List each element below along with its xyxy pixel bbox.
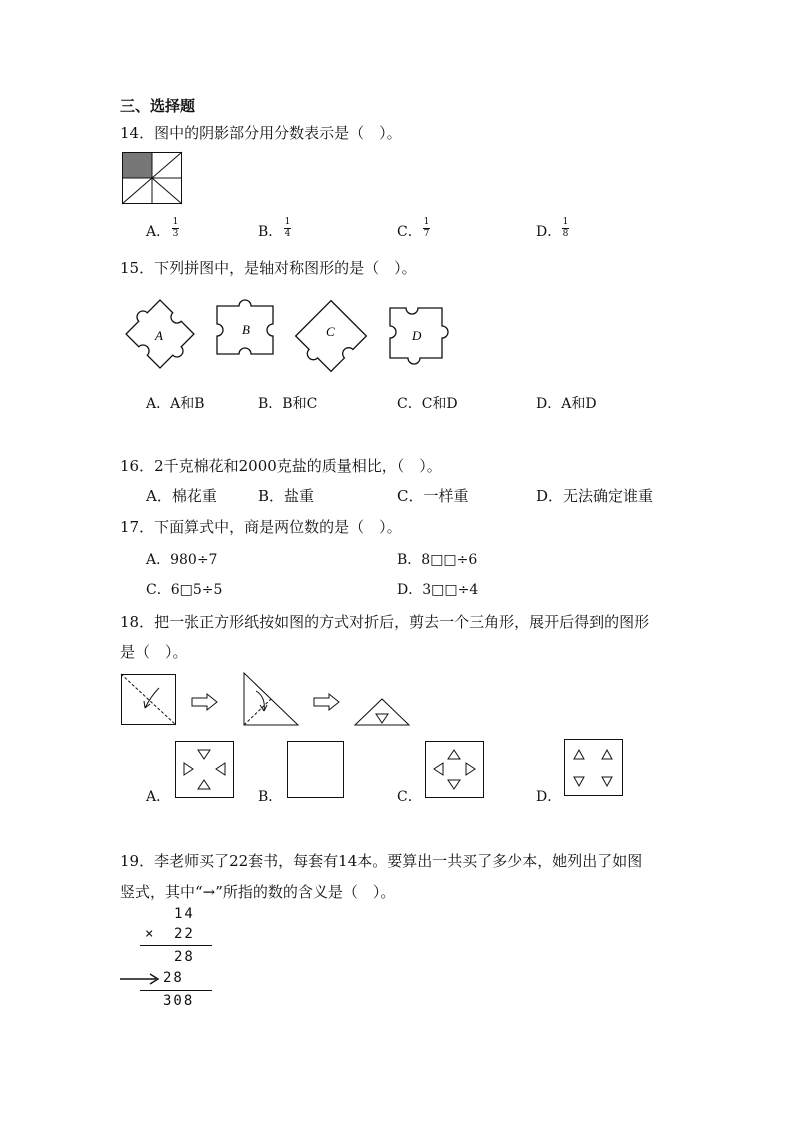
q17-option-b[interactable]: B．8□□÷6 — [397, 552, 478, 568]
calc-times-sign: × — [145, 926, 156, 942]
q14-option-d-fraction: 1 8 — [562, 217, 569, 239]
q15-option-c[interactable]: C．C和D — [397, 396, 458, 412]
calc-partial-product-2: 28 — [163, 970, 184, 986]
q18-option-b-label[interactable]: B． — [258, 789, 283, 805]
section-title: 三、选择题 — [120, 97, 196, 115]
q17-option-d[interactable]: D．3□□÷4 — [397, 582, 479, 598]
q14-option-c-fraction: 1 7 — [423, 217, 430, 239]
q14-option-a[interactable]: A． — [146, 224, 171, 240]
q15-option-b[interactable]: B．B和C — [258, 396, 318, 412]
question-14-text: 14．图中的阴影部分用分数表示是（ ）。 — [120, 124, 402, 142]
puzzle-label-d: D — [412, 328, 422, 343]
q16-option-c[interactable]: C．一样重 — [397, 487, 469, 505]
q18-option-c-label[interactable]: C． — [397, 789, 422, 805]
q14-option-c[interactable]: C． — [397, 224, 422, 240]
fold-step-cut — [354, 697, 410, 727]
q14-option-b[interactable]: B． — [258, 224, 283, 240]
q17-option-c[interactable]: C．6□5÷5 — [146, 582, 223, 598]
calc-partial-product-1: 28 — [174, 949, 195, 965]
question-19-line2: 竖式，其中“→”所指的数的含义是（ ）。 — [120, 883, 396, 901]
calc-line-1 — [140, 945, 212, 946]
q18-option-d-label[interactable]: D． — [536, 789, 562, 805]
q16-option-b[interactable]: B．盐重 — [258, 487, 315, 505]
calc-line-2 — [140, 990, 212, 991]
puzzle-piece-a — [120, 298, 202, 370]
q16-option-d[interactable]: D．无法确定谁重 — [536, 487, 654, 505]
puzzle-label-b: B — [242, 322, 250, 337]
q15-option-a[interactable]: A．A和B — [146, 396, 205, 412]
q18-option-a-figure[interactable] — [175, 741, 235, 799]
q18-option-c-figure[interactable] — [425, 741, 485, 799]
question-17-text: 17．下面算式中，商是两位数的是（ ）。 — [120, 518, 402, 536]
puzzle-label-a: A — [155, 328, 163, 343]
q18-option-b-figure[interactable] — [287, 741, 345, 799]
fold-arrow-1 — [191, 693, 219, 711]
q14-option-a-fraction: 1 3 — [172, 217, 179, 239]
question-15-text: 15．下列拼图中，是轴对称图形的是（ ）。 — [120, 259, 417, 277]
fold-step-square — [121, 674, 177, 726]
q17-option-a[interactable]: A．980÷7 — [146, 552, 218, 568]
q14-square-figure — [122, 152, 182, 204]
puzzle-label-c: C — [326, 324, 335, 339]
calc-multiplicand: 14 — [174, 906, 195, 922]
question-18-line2: 是（ ）。 — [120, 643, 188, 661]
question-19-line1: 19．李老师买了22套书，每套有14本。要算出一共买了多少本，她列出了如图 — [120, 852, 643, 870]
q15-option-d[interactable]: D．A和D — [536, 396, 597, 412]
calc-multiplier: 22 — [174, 926, 195, 942]
puzzle-piece-b — [207, 294, 283, 364]
q14-option-d[interactable]: D． — [536, 224, 562, 240]
puzzle-piece-d — [376, 300, 460, 366]
calc-product: 308 — [163, 993, 195, 1009]
q16-option-a[interactable]: A．棉花重 — [146, 487, 217, 505]
fold-arrow-2 — [313, 693, 341, 711]
q14-option-b-fraction: 1 4 — [284, 217, 291, 239]
question-18-line1: 18．把一张正方形纸按如图的方式对折后，剪去一个三角形，展开后得到的图形 — [120, 613, 650, 631]
question-16-text: 16．2千克棉花和2000克盐的质量相比，（ ）。 — [120, 457, 442, 475]
q18-option-a-label[interactable]: A． — [146, 789, 171, 805]
fold-step-triangle — [242, 671, 300, 727]
calc-arrow-icon — [120, 973, 160, 985]
puzzle-piece-c — [290, 298, 372, 376]
q18-option-d-figure[interactable] — [564, 739, 624, 797]
